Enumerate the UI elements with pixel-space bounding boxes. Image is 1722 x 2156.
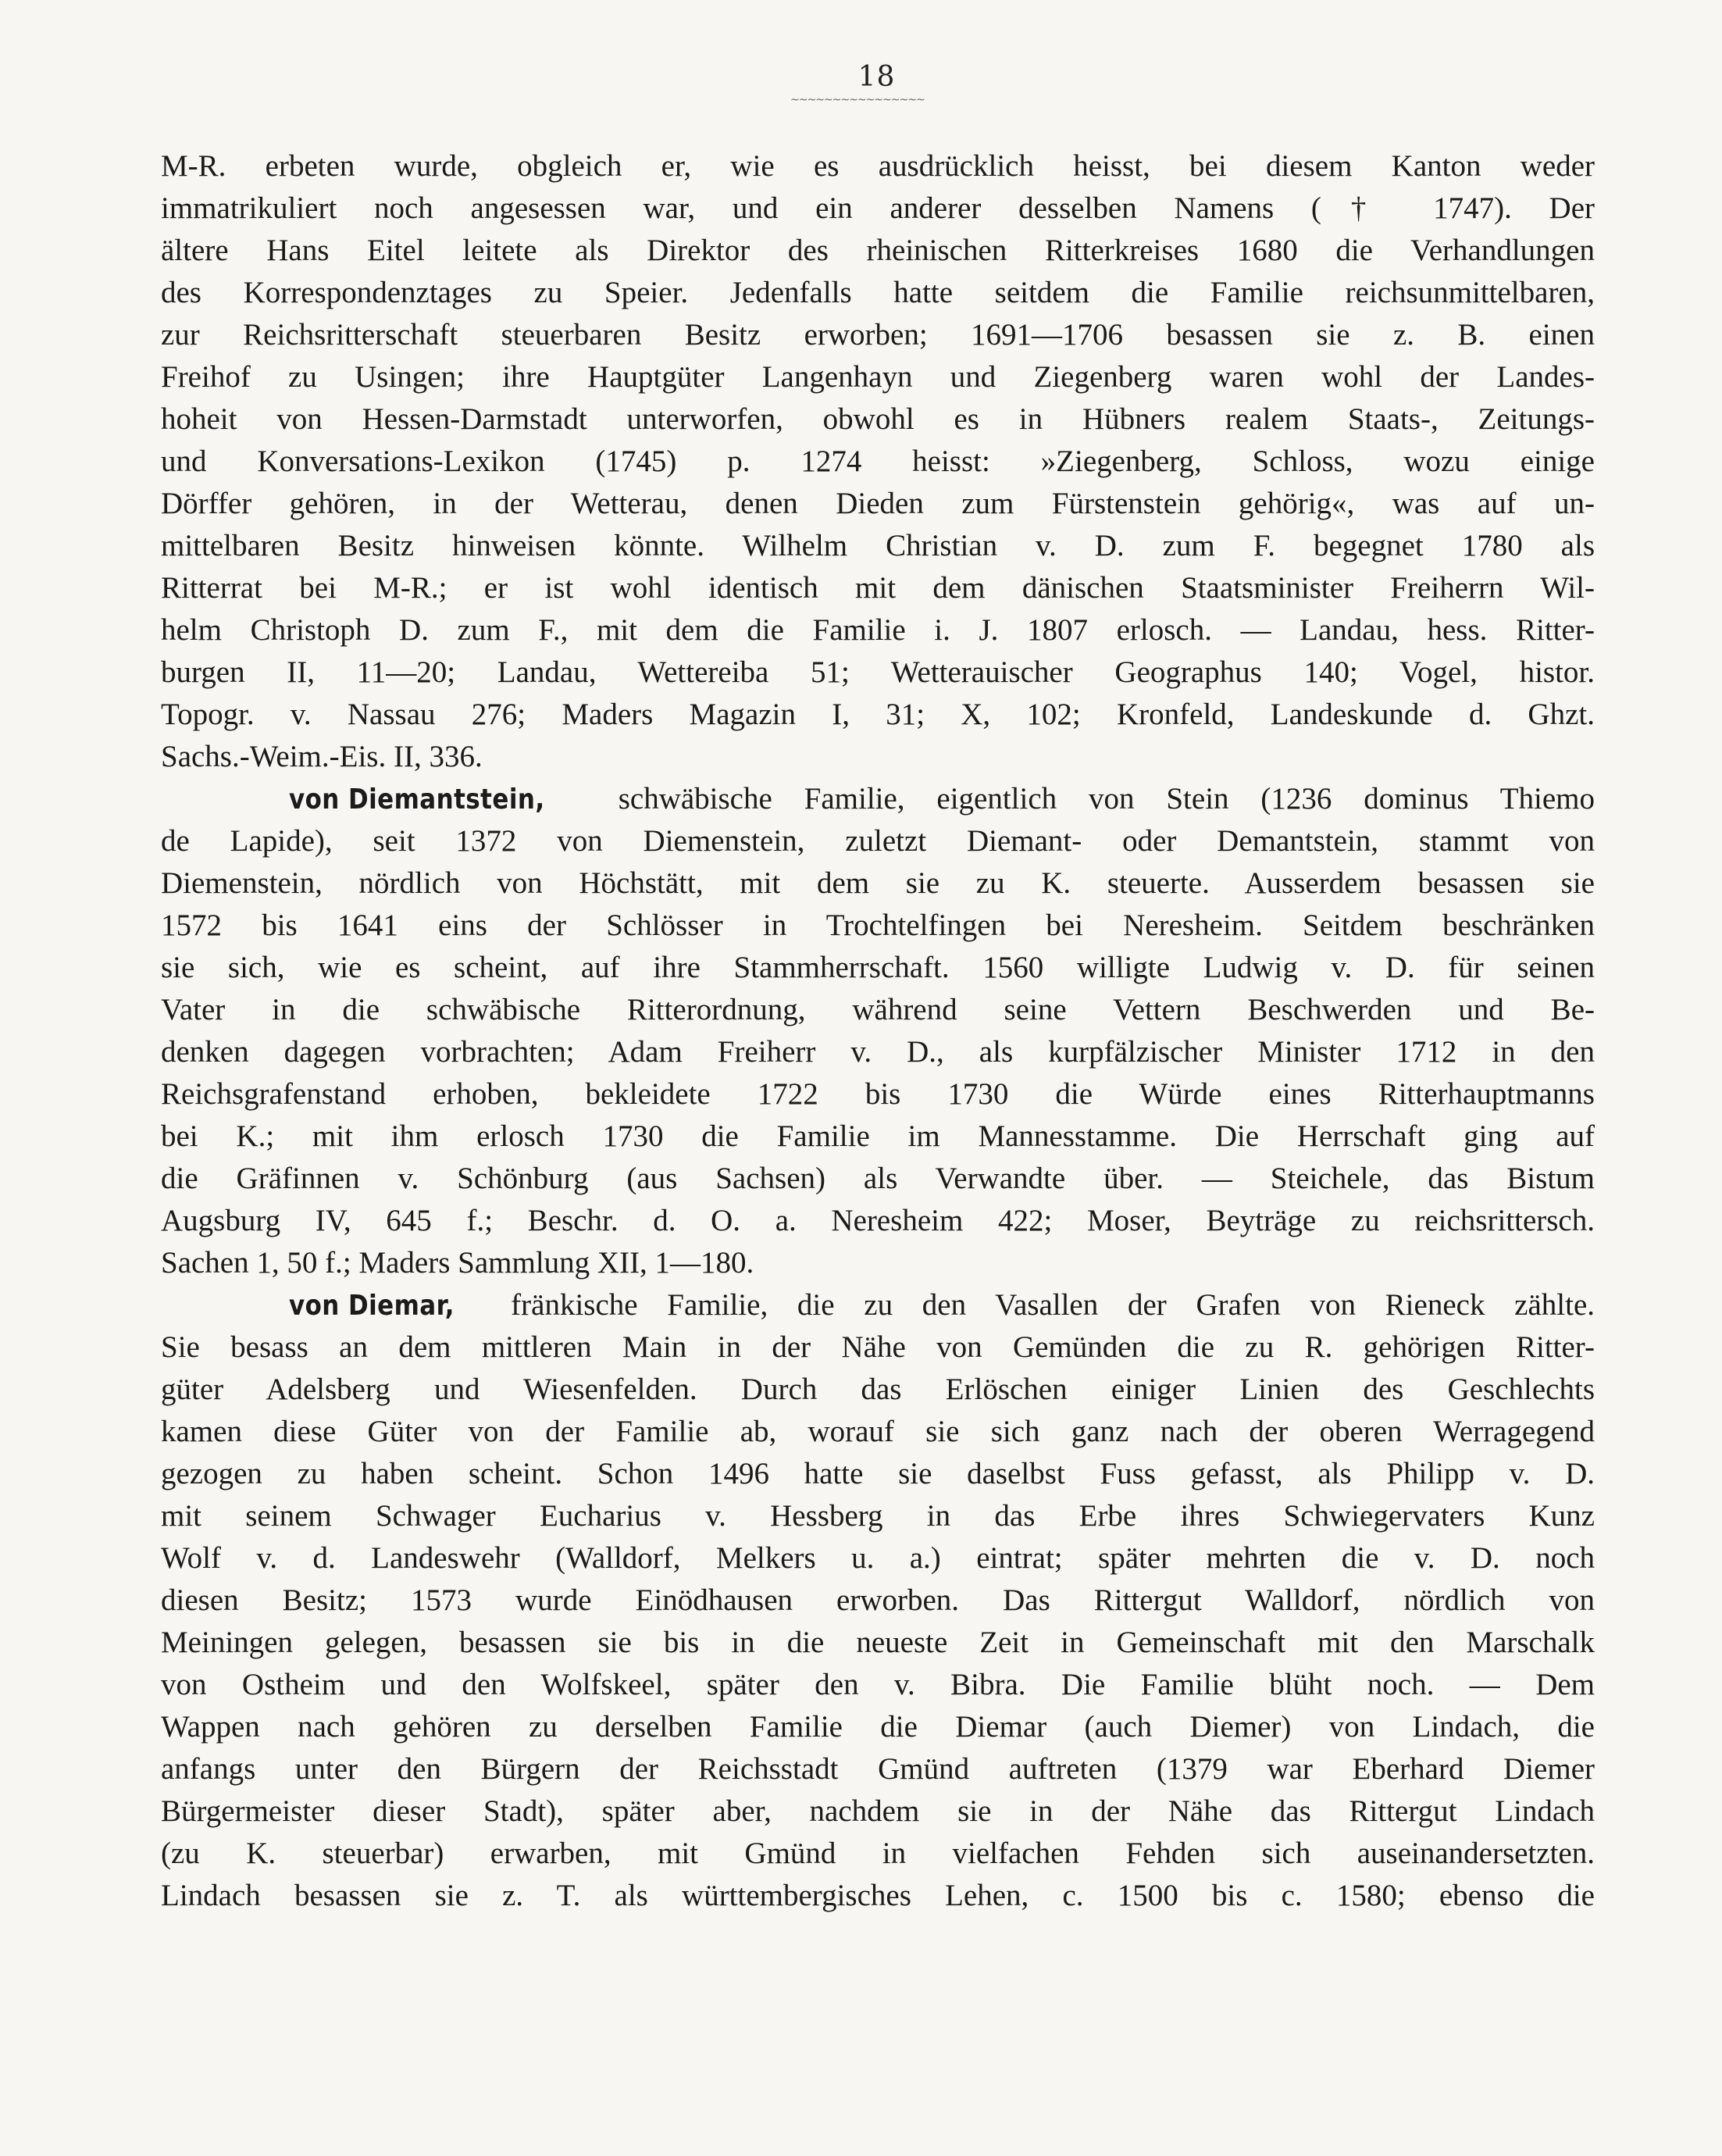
text-line: hoheit von Hessen-Darmstadt unterworfen, obwohl es in Hübners realem Staats-, Zeitungs-: [161, 402, 1595, 436]
text-line: immatrikuliert noch angesessen war, und ein anderer desselben Namens († 1747). Der: [161, 191, 1595, 225]
text-line: Vater in die schwäbische Ritterordnung, während seine Vettern Beschwerden und Be-: [161, 993, 1595, 1026]
text-line: Sachen 1, 50 f.; Maders Sammlung XII, 1—180.: [161, 1246, 754, 1280]
text-line: Ritterrat bei M-R.; er ist wohl identisch mit dem dänischen Staatsminister Freiherrn Wil-: [161, 571, 1595, 605]
text-line: Freihof zu Usingen; ihre Hauptgüter Langenhayn und Ziegenberg waren wohl der Landes-: [161, 360, 1595, 394]
text-line: diesen Besitz; 1573 wurde Einödhausen erworben. Das Rittergut Walldorf, nördlich von: [161, 1583, 1595, 1617]
entry-first-line-text: schwäbische Familie, eigentlich von Stein (1236 dominus Thiemo: [618, 782, 1595, 816]
page-number: 18: [857, 61, 896, 93]
text-line: Topogr. v. Nassau 276; Maders Magazin I, 31; X, 102; Kronfeld, Landeskunde d. Ghzt.: [161, 698, 1595, 731]
text-line: Wappen nach gehören zu derselben Familie die Diemar (auch Diemer) von Lindach, die: [161, 1710, 1595, 1744]
text-line: Meiningen gelegen, besassen sie bis in die neueste Zeit in Gemeinschaft mit den Marschalk: [161, 1626, 1595, 1659]
text-line: zur Reichsritterschaft steuerbaren Besitz erworben; 1691—1706 besassen sie z. B. einen: [161, 318, 1595, 352]
text-line: Dörffer gehören, in der Wetterau, denen Dieden zum Fürstenstein gehörig«, was auf un-: [161, 487, 1595, 520]
entry-heading: von Diemantstein,: [289, 784, 545, 816]
entry-heading: von Diemar,: [289, 1290, 455, 1322]
text-line: de Lapide), seit 1372 von Diemenstein, zuletzt Diemant- oder Demantstein, stammt von: [161, 824, 1595, 858]
text-line: und Konversations-Lexikon (1745) p. 1274 heisst: »Ziegenberg, Schloss, wozu einige: [161, 444, 1595, 478]
text-line: mittelbaren Besitz hinweisen könnte. Wilhelm Christian v. D. zum F. begegnet 1780 als: [161, 529, 1595, 562]
text-line: sie sich, wie es scheint, auf ihre Stammherrschaft. 1560 willigte Ludwig v. D. für seinen: [161, 951, 1595, 984]
text-line: die Gräfinnen v. Schönburg (aus Sachsen) als Verwandte über. — Steichele, das Bistum: [161, 1162, 1595, 1195]
text-line: Wolf v. d. Landeswehr (Walldorf, Melkers u. a.) eintrat; später mehrten die v. D. noch: [161, 1541, 1595, 1575]
text-line: (zu K. steuerbar) erwarben, mit Gmünd in vielfachen Fehden sich auseinandersetzten.: [161, 1837, 1595, 1870]
text-line: mit seinem Schwager Eucharius v. Hessberg in das Erbe ihres Schwiegervaters Kunz: [161, 1499, 1595, 1533]
text-line: Augsburg IV, 645 f.; Beschr. d. O. a. Neresheim 422; Moser, Beyträge zu reichsrittersch.: [161, 1204, 1595, 1237]
text-line: güter Adelsberg und Wiesenfelden. Durch das Erlöschen einiger Linien des Geschlechts: [161, 1372, 1595, 1406]
text-line: Sie besass an dem mittleren Main in der Nähe von Gemünden die zu R. gehörigen Ritter-: [161, 1330, 1595, 1364]
entry-first-line: [161, 778, 1595, 820]
text-line: Bürgermeister dieser Stadt), später aber, nachdem sie in der Nähe das Rittergut Lindach: [161, 1794, 1595, 1828]
text-line: Lindach besassen sie z. T. als württembergisches Lehen, c. 1500 bis c. 1580; ebenso die: [161, 1879, 1595, 1912]
text-line: von Ostheim und den Wolfskeel, später den v. Bibra. Die Familie blüht noch. — Dem: [161, 1668, 1595, 1701]
text-line: burgen II, 11—20; Landau, Wettereiba 51; Wetterauischer Geographus 140; Vogel, histor.: [161, 655, 1595, 689]
text-line: bei K.; mit ihm erlosch 1730 die Familie im Mannesstamme. Die Herrschaft ging auf: [161, 1119, 1595, 1153]
text-line: Diemenstein, nördlich von Höchstätt, mit dem sie zu K. steuerte. Ausserdem besassen sie: [161, 866, 1595, 900]
text-line: kamen diese Güter von der Familie ab, worauf sie sich ganz nach der oberen Werragegend: [161, 1415, 1595, 1448]
text-line: anfangs unter den Bürgern der Reichsstadt Gmünd auftreten (1379 war Eberhard Diemer: [161, 1752, 1595, 1786]
text-line: Sachs.-Weim.-Eis. II, 336.: [161, 740, 483, 773]
text-line: gezogen zu haben scheint. Schon 1496 hatte sie daselbst Fuss gefasst, als Philipp v. D.: [161, 1457, 1595, 1490]
entry-first-line-text: fränkische Familie, die zu den Vasallen der Grafen von Rieneck zählte.: [511, 1288, 1595, 1322]
body-text: [161, 145, 1595, 1917]
text-line: des Korrespondenztages zu Speier. Jedenfalls hatte seitdem die Familie reichsunmittelbaren,: [161, 276, 1595, 309]
text-line: Reichsgrafenstand erhoben, bekleidete 1722 bis 1730 die Würde eines Ritterhauptmanns: [161, 1077, 1595, 1111]
header-ornament: ~~~~~~~~~~~~~~~~: [790, 95, 925, 105]
text-line: 1572 bis 1641 eins der Schlösser in Trochtelfingen bei Neresheim. Seitdem beschränken: [161, 908, 1595, 942]
text-line: helm Christoph D. zum F., mit dem die Familie i. J. 1807 erlosch. — Landau, hess. Ritter-: [161, 613, 1595, 647]
text-line: ältere Hans Eitel leitete als Direktor des rheinischen Ritterkreises 1680 die Verhandlungen: [161, 234, 1595, 267]
text-line: denken dagegen vorbrachten; Adam Freiherr v. D., als kurpfälzischer Minister 1712 in den: [161, 1035, 1595, 1069]
entry-first-line: [161, 1284, 1595, 1326]
text-line: M-R. erbeten wurde, obgleich er, wie es ausdrücklich heisst, bei diesem Kanton weder: [161, 149, 1595, 183]
